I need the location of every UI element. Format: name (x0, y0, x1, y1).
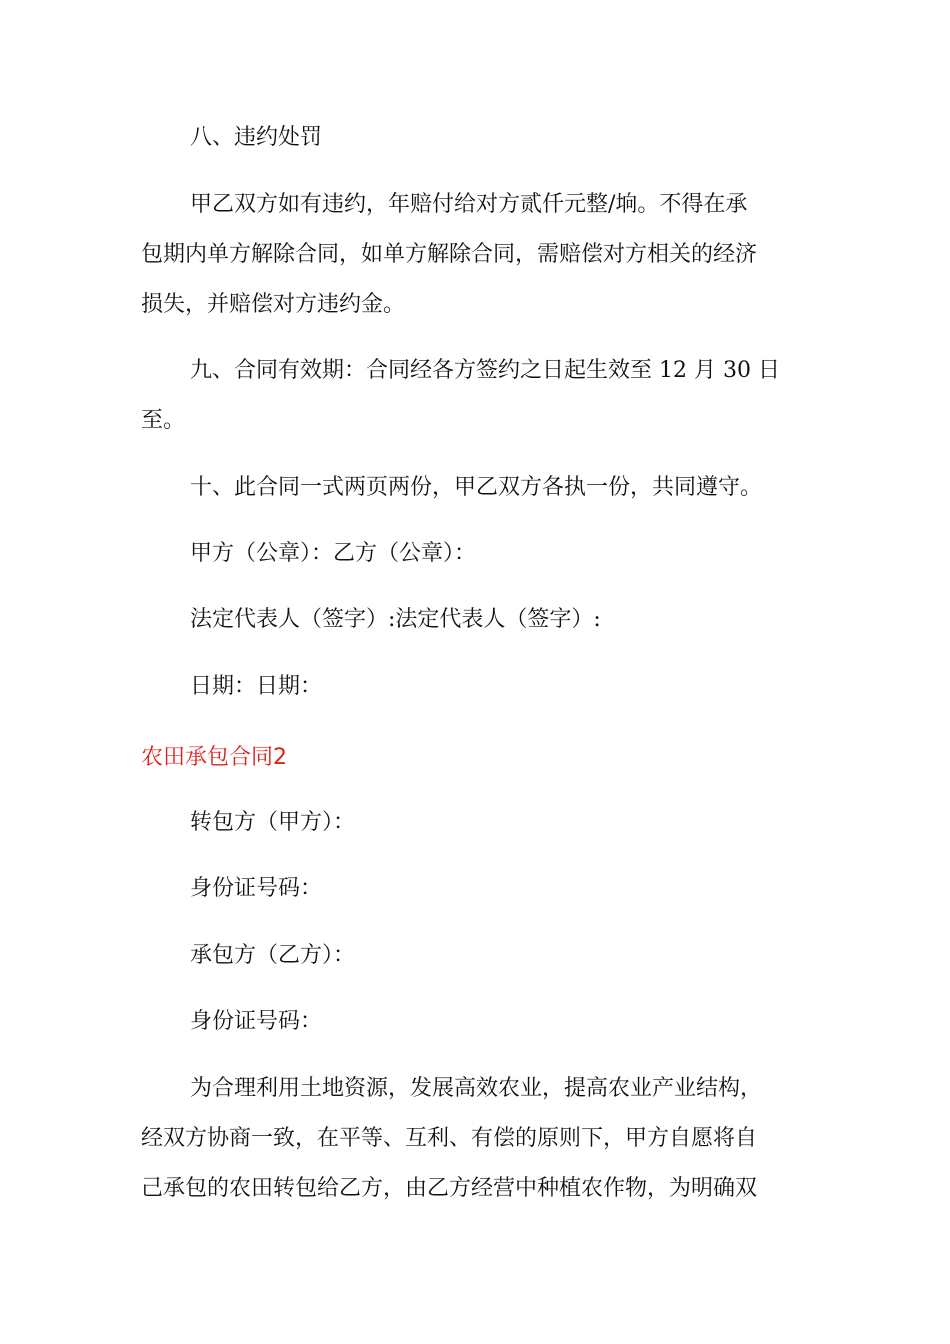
sign-date: 日期：日期： (190, 674, 323, 699)
transferor-label: 转包方（甲方）： (190, 810, 356, 835)
sign-representative: 法定代表人（签字）:法定代表人（签字）: (190, 607, 601, 632)
contract2-title: 农田承包合同2 (141, 745, 287, 770)
section8-body-line-3: 损失，并赔偿对方违约金。 (141, 292, 406, 317)
preamble-line-2: 经双方协商一致，在平等、互利、有偿的原则下，甲方自愿将自 (141, 1126, 758, 1151)
contractor-id-label: 身份证号码： (190, 1009, 323, 1034)
section8-body-line-2: 包期内单方解除合同，如单方解除合同，需赔偿对方相关的经济 (141, 242, 758, 267)
section8-title: 八、违约处罚 (190, 125, 323, 150)
section10: 十、此合同一式两页两份，甲乙双方各执一份，共同遵守。 (190, 475, 763, 500)
sign-party: 甲方（公章）：乙方（公章）： (190, 541, 477, 566)
section8-body-line-1: 甲乙双方如有违约，年赔付给对方贰仟元整/垧。不得在承 (190, 192, 748, 217)
preamble-line-1: 为合理利用土地资源，发展高效农业，提高农业产业结构， (190, 1076, 763, 1101)
transferor-id-label: 身份证号码： (190, 876, 323, 901)
section9-line-2: 至。 (141, 408, 186, 433)
contractor-label: 承包方（乙方）： (190, 943, 356, 968)
preamble-line-3: 己承包的农田转包给乙方，由乙方经营中种植农作物，为明确双 (141, 1176, 758, 1201)
section9-line-1: 九、合同有效期：合同经各方签约之日起生效至 12 月 30 日 (190, 358, 780, 383)
